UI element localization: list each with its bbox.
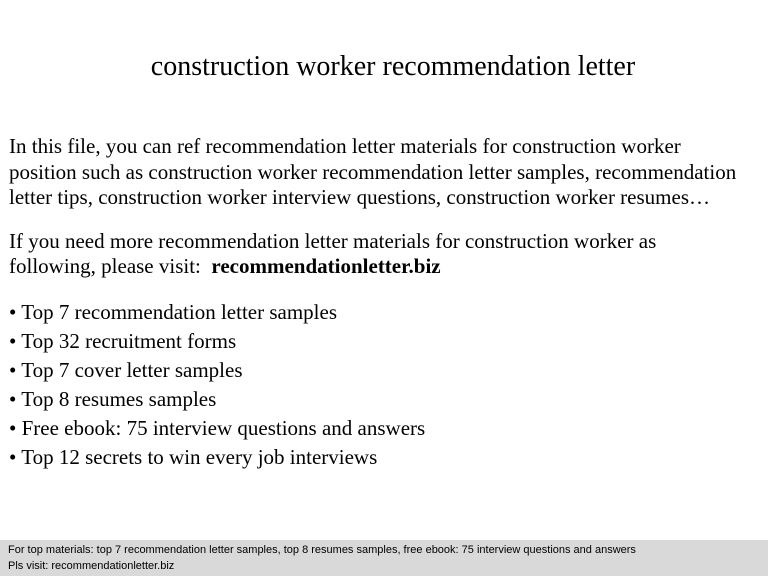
list-item: • Top 8 resumes samples — [9, 386, 217, 411]
footer-bar — [0, 540, 768, 576]
visit-line-2 — [9, 254, 759, 280]
materials-list — [9, 298, 759, 472]
site-link[interactable]: recommendationletter.biz — [211, 254, 441, 278]
list-item: • Top 7 recommendation letter samples — [9, 299, 337, 324]
list-item: • Top 12 secrets to win every job interviews — [9, 444, 378, 469]
intro-line: position such as construction worker recommendation letter samples, recommendation — [9, 159, 737, 184]
visit-prefix: following, please visit: — [9, 254, 201, 278]
list-item: • Free ebook: 75 interview questions and answers — [9, 415, 426, 440]
document-body — [9, 134, 759, 472]
visit-paragraph — [9, 229, 759, 280]
intro-line: letter tips, construction worker interview questions, construction worker resumes… — [9, 185, 710, 209]
intro-line: In this file, you can ref recommendation letter materials for construction worker — [9, 134, 681, 158]
list-item: • Top 32 recruitment forms — [9, 328, 237, 353]
list-item: • Top 7 cover letter samples — [9, 357, 243, 382]
footer-line: Pls visit: recommendationletter.biz — [8, 560, 175, 572]
intro-paragraph — [9, 134, 759, 211]
page-title: construction worker recommendation letter — [150, 51, 636, 82]
visit-line: If you need more recommendation letter materials for construction worker as — [9, 228, 657, 253]
footer-line: For top materials: top 7 recommendation letter samples, top 8 resumes samples, free ebook: 75 interview questions and answers — [8, 544, 636, 556]
